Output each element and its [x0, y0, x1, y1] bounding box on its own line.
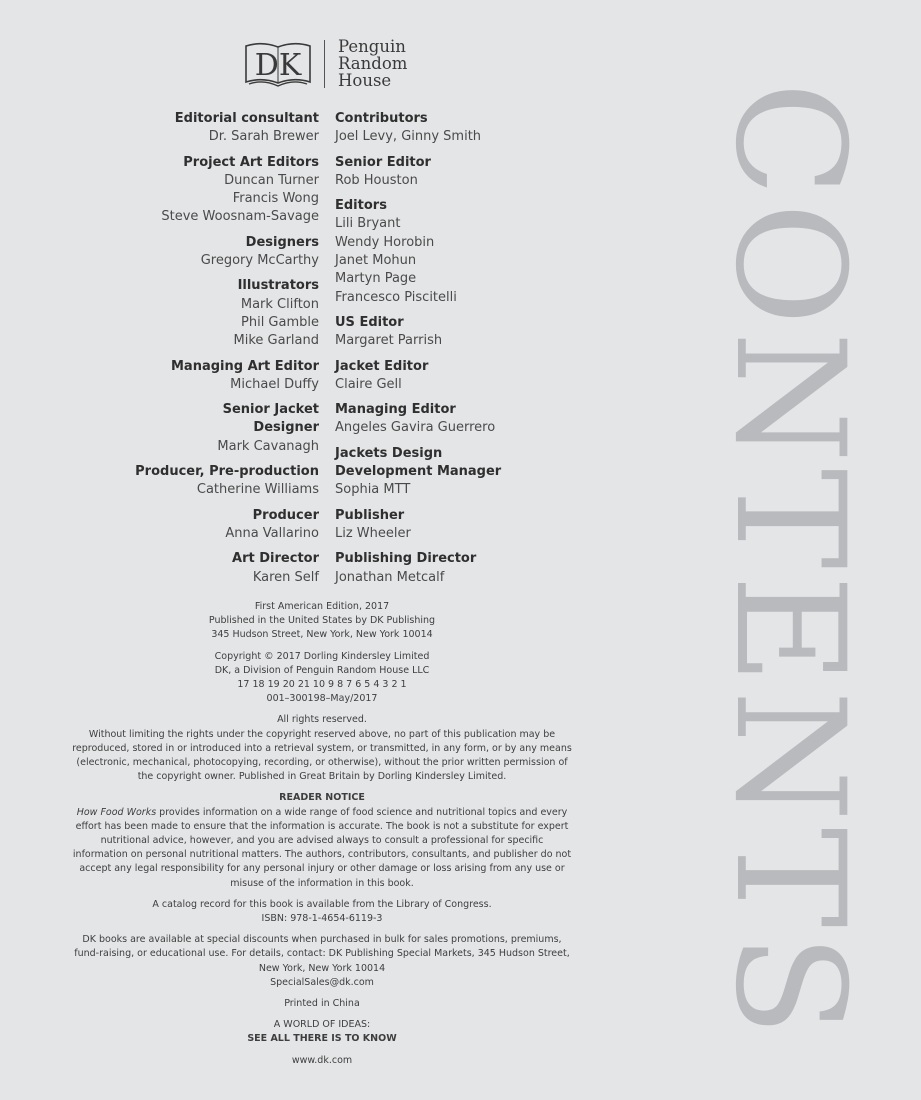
credit-name: Claire Gell — [335, 376, 402, 392]
credit-name: Margaret Parrish — [335, 333, 443, 349]
dk-mark-text: DK — [254, 48, 302, 83]
wordmark-line: Random — [338, 54, 408, 73]
imprint-line: 345 Hudson Street, New York, New York 10014 — [211, 629, 433, 641]
credit-name: Francesco Piscitelli — [335, 289, 457, 305]
tagline — [72, 1018, 572, 1046]
credit-name: Dr. Sarah Brewer — [208, 129, 319, 145]
credit-name: Karen Self — [252, 569, 319, 585]
credit-entry — [79, 277, 319, 350]
credit-name: Michael Duffy — [230, 376, 319, 392]
copyright-info — [72, 650, 572, 707]
credit-entry — [79, 507, 319, 544]
credit-entry — [335, 358, 575, 395]
credits-left-column — [79, 110, 319, 594]
credit-name: Angeles Gavira Guerrero — [335, 420, 496, 436]
isbn: ISBN: 978-1-4654-6119-3 — [261, 913, 383, 925]
credit-entry — [335, 550, 575, 587]
credit-entry — [335, 197, 575, 307]
sales-text: DK books are available at special discounts when purchased in bulk for sales promotions, premiums, fund-raising, or educational use. For details, contact: DK Publishing Special Markets, 345 Hudson Street, New York, New York 10014 — [74, 934, 570, 974]
credit-name: Wendy Horobin — [335, 234, 435, 250]
credit-entry — [79, 401, 319, 456]
imprint-line: A catalog record for this book is available from the Library of Congress. — [152, 898, 492, 910]
printed-in — [72, 997, 572, 1011]
credit-name: Gregory McCarthy — [200, 253, 319, 269]
credit-name: Mark Cavanagh — [217, 438, 319, 454]
reader-notice-body — [72, 806, 572, 891]
imprint-line: 17 18 19 20 21 10 9 8 7 6 5 4 3 2 1 — [237, 679, 407, 691]
logo-divider — [324, 40, 325, 88]
credit-role: Project Art Editors — [183, 154, 319, 170]
credit-name: Phil Gamble — [241, 314, 319, 330]
reader-notice-title: READER NOTICE — [279, 792, 365, 804]
credit-entry — [79, 154, 319, 227]
credit-role: Producer, Pre-production — [135, 464, 319, 480]
credit-role: Producer — [252, 507, 319, 523]
credit-name: Janet Mohun — [335, 253, 417, 269]
credit-role: Senior Editor — [335, 154, 431, 170]
credit-entry — [335, 154, 575, 191]
credit-name: Anna Vallarino — [225, 525, 319, 541]
special-sales — [72, 933, 572, 990]
credit-name: Catherine Williams — [196, 482, 319, 498]
imprint-line: First American Edition, 2017 — [254, 601, 390, 612]
publisher-logo — [244, 38, 424, 94]
credit-role: Contributors — [335, 111, 428, 126]
book-title: How Food Works — [76, 806, 157, 818]
credit-name: Steve Woosnam-Savage — [161, 209, 319, 225]
credit-name: Liz Wheeler — [335, 525, 411, 541]
sales-email: SpecialSales@dk.com — [270, 976, 374, 988]
rights-title: All rights reserved. — [277, 714, 367, 726]
credit-entry — [79, 358, 319, 395]
imprint-line: DK, a Division of Penguin Random House LLC — [214, 664, 430, 676]
credit-entry — [335, 401, 575, 438]
imprint-block — [72, 600, 572, 1075]
rights-text: Without limiting the rights under the copyright reserved above, no part of this publication may be reproduced, stored in or introduced into a retrieval system, or transmitted, in any form, or by any means (electronic, mechanical, photocopying, recording, or otherwise), without the prior written permission of the copyright owner. Published in Great Britain by Dorling Kindersley Limited. — [72, 728, 572, 783]
imprint-line: Copyright © 2017 Dorling Kindersley Limited — [214, 650, 430, 662]
imprint-line: 001–300198–May/2017 — [266, 693, 378, 705]
credit-name: Francis Wong — [232, 191, 319, 207]
catalog-info — [72, 898, 572, 926]
credit-name: Mike Garland — [233, 333, 319, 349]
credits-right-column — [335, 110, 575, 594]
credit-role: US Editor — [335, 314, 404, 330]
tagline-line: SEE ALL THERE IS TO KNOW — [247, 1033, 397, 1045]
credit-role: Publisher — [335, 507, 405, 523]
credit-name: Mark Clifton — [240, 296, 319, 312]
credit-role: Publishing Director — [335, 551, 477, 567]
credit-name: Sophia MTT — [335, 482, 411, 498]
credit-role: Designers — [245, 234, 319, 250]
credit-name: Jonathan Metcalf — [335, 569, 445, 585]
logo-wordmark — [338, 38, 407, 89]
credit-role: Jackets Design Development Manager — [335, 445, 502, 480]
reader-notice — [72, 791, 572, 890]
credit-role: Managing Art Editor — [171, 358, 319, 374]
credit-name: Joel Levy, Ginny Smith — [335, 129, 482, 145]
wordmark-line: House — [338, 71, 392, 90]
credit-entry — [79, 234, 319, 271]
credit-entry — [335, 314, 575, 351]
reader-notice-text: provides information on a wide range of food science and nutritional topics and every effort has been made to ensure that the information is accurate. The book is not a substitute for expert nutritional advice, however, and you are advised always to consult a professional for specific information on personal nutritional matters. The authors, contributors, consultants, and publisher do not accept any legal responsibility for any personal injury or other damage or loss arising from any use or misuse of the information in this book. — [72, 806, 572, 889]
credit-entry — [79, 110, 319, 147]
credit-role: Editors — [335, 198, 387, 214]
credit-entry — [79, 550, 319, 587]
edition-info — [72, 600, 572, 643]
tagline-line: A WORLD OF IDEAS: — [273, 1019, 371, 1031]
imprint-line: Published in the United States by DK Publishing — [208, 615, 436, 627]
dk-logo-icon — [244, 40, 312, 90]
printed-text: Printed in China — [284, 998, 360, 1010]
credit-role: Illustrators — [237, 278, 319, 294]
credit-role: Managing Editor — [335, 402, 456, 418]
credit-role: Editorial consultant — [174, 111, 319, 126]
credit-name: Lili Bryant — [335, 216, 401, 232]
credit-entry — [335, 507, 575, 544]
credit-role: Jacket Editor — [335, 358, 429, 374]
website-link: www.dk.com — [291, 1054, 353, 1066]
contents-title: CONTENTS — [702, 81, 876, 1043]
rights-notice — [72, 713, 572, 784]
credit-entry — [335, 110, 575, 147]
wordmark-line: Penguin — [338, 37, 406, 56]
credit-role: Art Director — [232, 551, 319, 567]
credit-name: Rob Houston — [335, 172, 418, 188]
credit-entry — [79, 463, 319, 500]
credit-role: Senior Jacket Designer — [222, 402, 319, 436]
credit-name: Martyn Page — [335, 271, 417, 287]
credit-name: Duncan Turner — [224, 172, 319, 188]
credit-entry — [335, 445, 575, 500]
website — [72, 1054, 572, 1068]
